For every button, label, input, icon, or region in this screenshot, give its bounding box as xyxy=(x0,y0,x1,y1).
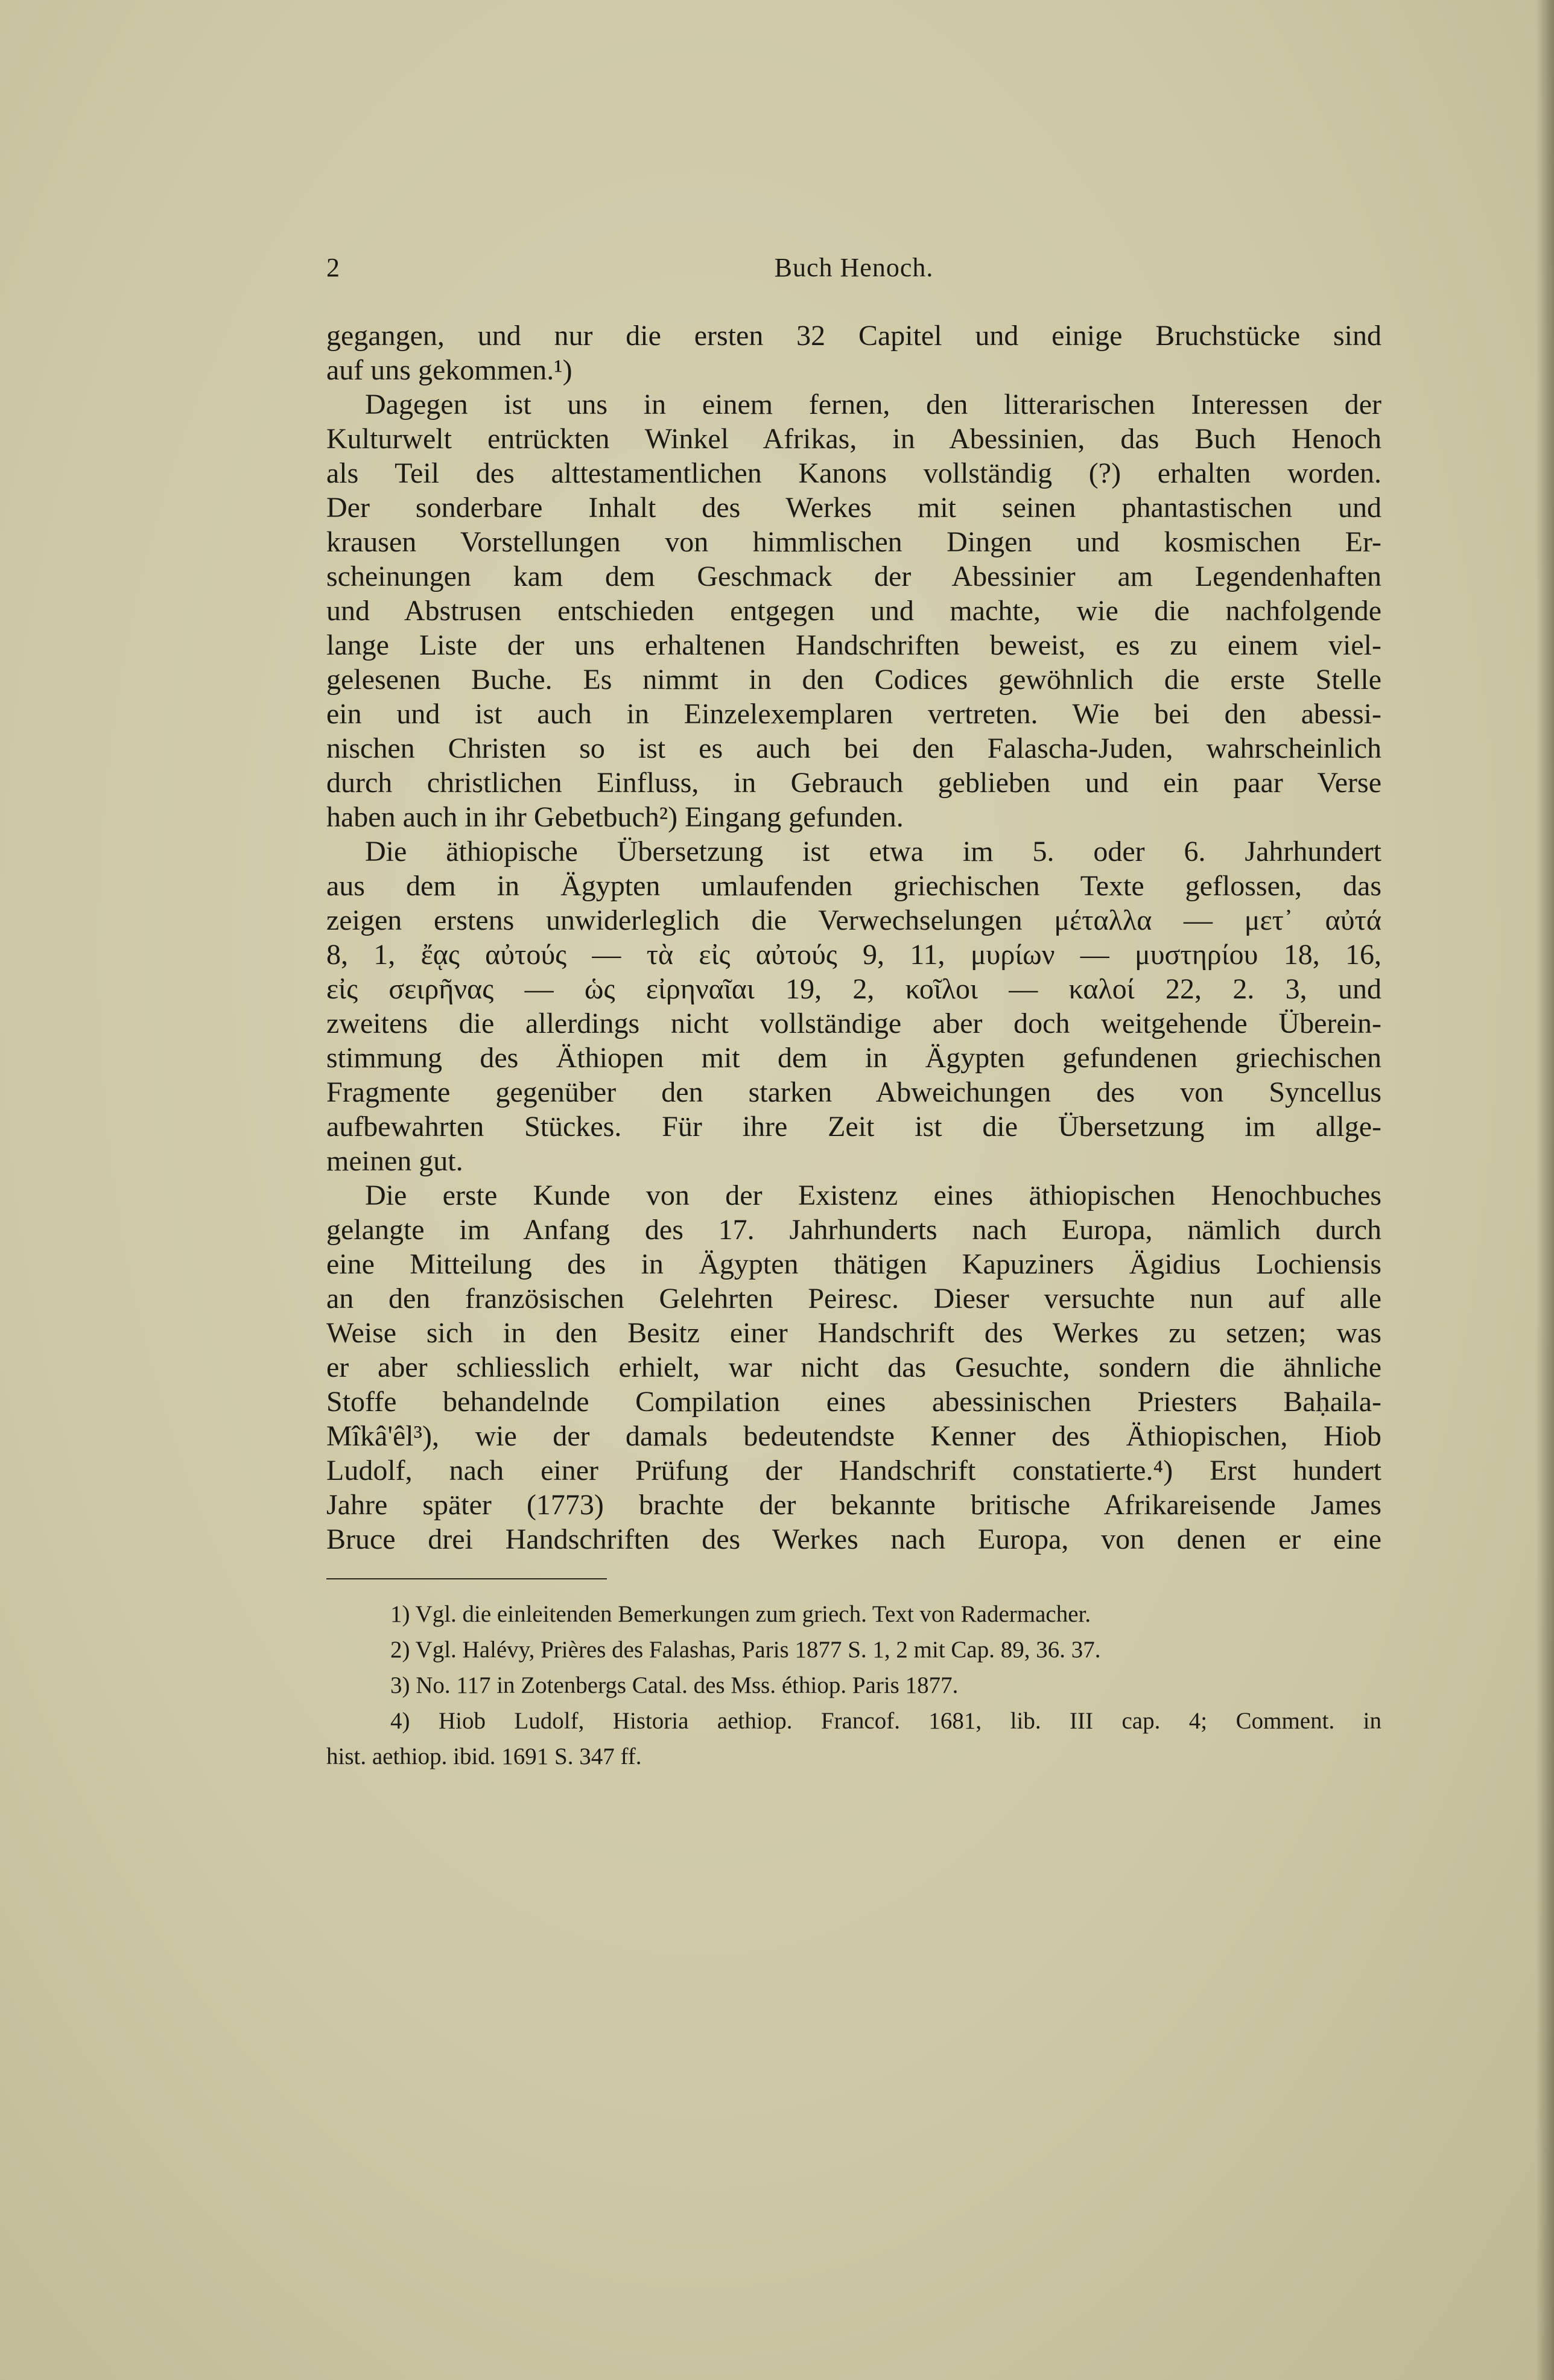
footnotes xyxy=(326,1596,1381,1774)
running-header xyxy=(326,252,1381,288)
text-line: Bruce drei Handschriften des Werkes nach Europa, von denen er eine xyxy=(326,1523,1381,1555)
text-line: er aber schliesslich erhielt, war nicht das Gesuchte, sondern die ähnliche xyxy=(326,1351,1381,1383)
text-line: stimmung des Äthiopen mit dem in Ägypten gefundenen griechischen xyxy=(326,1042,1381,1074)
text-line: aufbewahrten Stückes. Für ihre Zeit ist die Übersetzung im allge- xyxy=(326,1111,1381,1143)
text-line: Jahre später (1773) brachte der bekannte britische Afrikareisende James xyxy=(326,1489,1381,1521)
text-line: aus dem in Ägypten umlaufenden griechischen Texte geflossen, das xyxy=(326,870,1381,902)
text-line: gegangen, und nur die ersten 32 Capitel und einige Bruchstücke sind xyxy=(326,320,1381,352)
text-line: auf uns gekommen.¹) xyxy=(326,354,572,386)
text-line: Stoffe behandelnde Compilation eines abessinischen Priesters Baḥaila- xyxy=(326,1386,1381,1418)
footnote: 3) No. 117 in Zotenbergs Catal. des Mss. éthiop. Paris 1877. xyxy=(390,1672,959,1698)
text-line: Kulturwelt entrückten Winkel Afrikas, in Abessinien, das Buch Henoch xyxy=(326,423,1381,455)
body-text xyxy=(326,319,1381,1557)
text-line: meinen gut. xyxy=(326,1145,463,1177)
text-line: Die äthiopische Übersetzung ist etwa im 5. oder 6. Jahrhundert xyxy=(365,836,1381,868)
text-line: ein und ist auch in Einzelexemplaren vertreten. Wie bei den abessi- xyxy=(326,698,1381,730)
text-line: Die erste Kunde von der Existenz eines äthiopischen Henochbuches xyxy=(365,1179,1381,1211)
text-line: zweitens die allerdings nicht vollständige aber doch weitgehende Überein- xyxy=(326,1008,1381,1039)
footnote-divider xyxy=(326,1578,607,1579)
text-line: gelangte im Anfang des 17. Jahrhunderts nach Europa, nämlich durch xyxy=(326,1214,1381,1246)
text-line: und Abstrusen entschieden entgegen und machte, wie die nachfolgende xyxy=(326,595,1381,627)
text-line: Mîkâ'êl³), wie der damals bedeutendste Kenner des Äthiopischen, Hiob xyxy=(326,1420,1381,1452)
page-number: 2 xyxy=(326,253,340,282)
text-line: gelesenen Buche. Es nimmt in den Codices gewöhnlich die erste Stelle xyxy=(326,664,1381,696)
text-line: nischen Christen so ist es auch bei den Falascha-Juden, wahrscheinlich xyxy=(326,732,1381,764)
footnote: 2) Vgl. Halévy, Prières des Falashas, Paris 1877 S. 1, 2 mit Cap. 89, 36. 37. xyxy=(390,1637,1101,1663)
text-line: Ludolf, nach einer Prüfung der Handschrift constatierte.⁴) Erst hundert xyxy=(326,1455,1381,1487)
footnote: 4) Hiob Ludolf, Historia aethiop. Francof. 1681, lib. III cap. 4; Comment. in xyxy=(390,1708,1381,1734)
footnote: 1) Vgl. die einleitenden Bemerkungen zum griech. Text von Radermacher. xyxy=(390,1601,1091,1627)
text-line: Fragmente gegenüber den starken Abweichungen des von Syncellus xyxy=(326,1076,1381,1108)
text-line: krausen Vorstellungen von himmlischen Dingen und kosmischen Er- xyxy=(326,526,1381,558)
text-line: Dagegen ist uns in einem fernen, den litterarischen Interessen der xyxy=(365,389,1381,420)
text-line: haben auch in ihr Gebetbuch²) Eingang gefunden. xyxy=(326,801,904,833)
text-line: Weise sich in den Besitz einer Handschrift des Werkes zu setzen; was xyxy=(326,1317,1381,1349)
text-line: scheinungen kam dem Geschmack der Abessinier am Legendenhaften xyxy=(326,560,1381,592)
text-line-greek: εἰς σειρῆνας — ὡς εἰρηναῖαι 19, 2, κοῖλοι — καλοί 22, 2. 3, und xyxy=(326,973,1381,1005)
text-line: an den französischen Gelehrten Peiresc. Dieser versuchte nun auf alle xyxy=(326,1283,1381,1315)
text-line: als Teil des alttestamentlichen Kanons vollständig (?) erhalten worden. xyxy=(326,457,1381,489)
text-line: eine Mitteilung des in Ägypten thätigen Kapuziners Ägidius Lochiensis xyxy=(326,1248,1381,1280)
text-line: lange Liste der uns erhaltenen Handschriften beweist, es zu einem viel- xyxy=(326,629,1381,661)
text-line: zeigen erstens unwiderleglich die Verwechselungen μέταλλα — μετ᾽ αὐτά xyxy=(326,904,1381,936)
running-title: Buch Henoch. xyxy=(774,253,934,282)
text-line: durch christlichen Einfluss, in Gebrauch geblieben und ein paar Verse xyxy=(326,767,1381,799)
page-edge-shadow xyxy=(1536,0,1554,2380)
text-line-greek: 8, 1, ἔᾳς αὐτούς — τὰ εἰς αὐτούς 9, 11, μυρίων — μυστηρίου 18, 16, xyxy=(326,939,1381,971)
text-line: Der sonderbare Inhalt des Werkes mit seinen phantastischen und xyxy=(326,492,1381,524)
footnote-continuation: hist. aethiop. ibid. 1691 S. 347 ff. xyxy=(326,1744,642,1769)
